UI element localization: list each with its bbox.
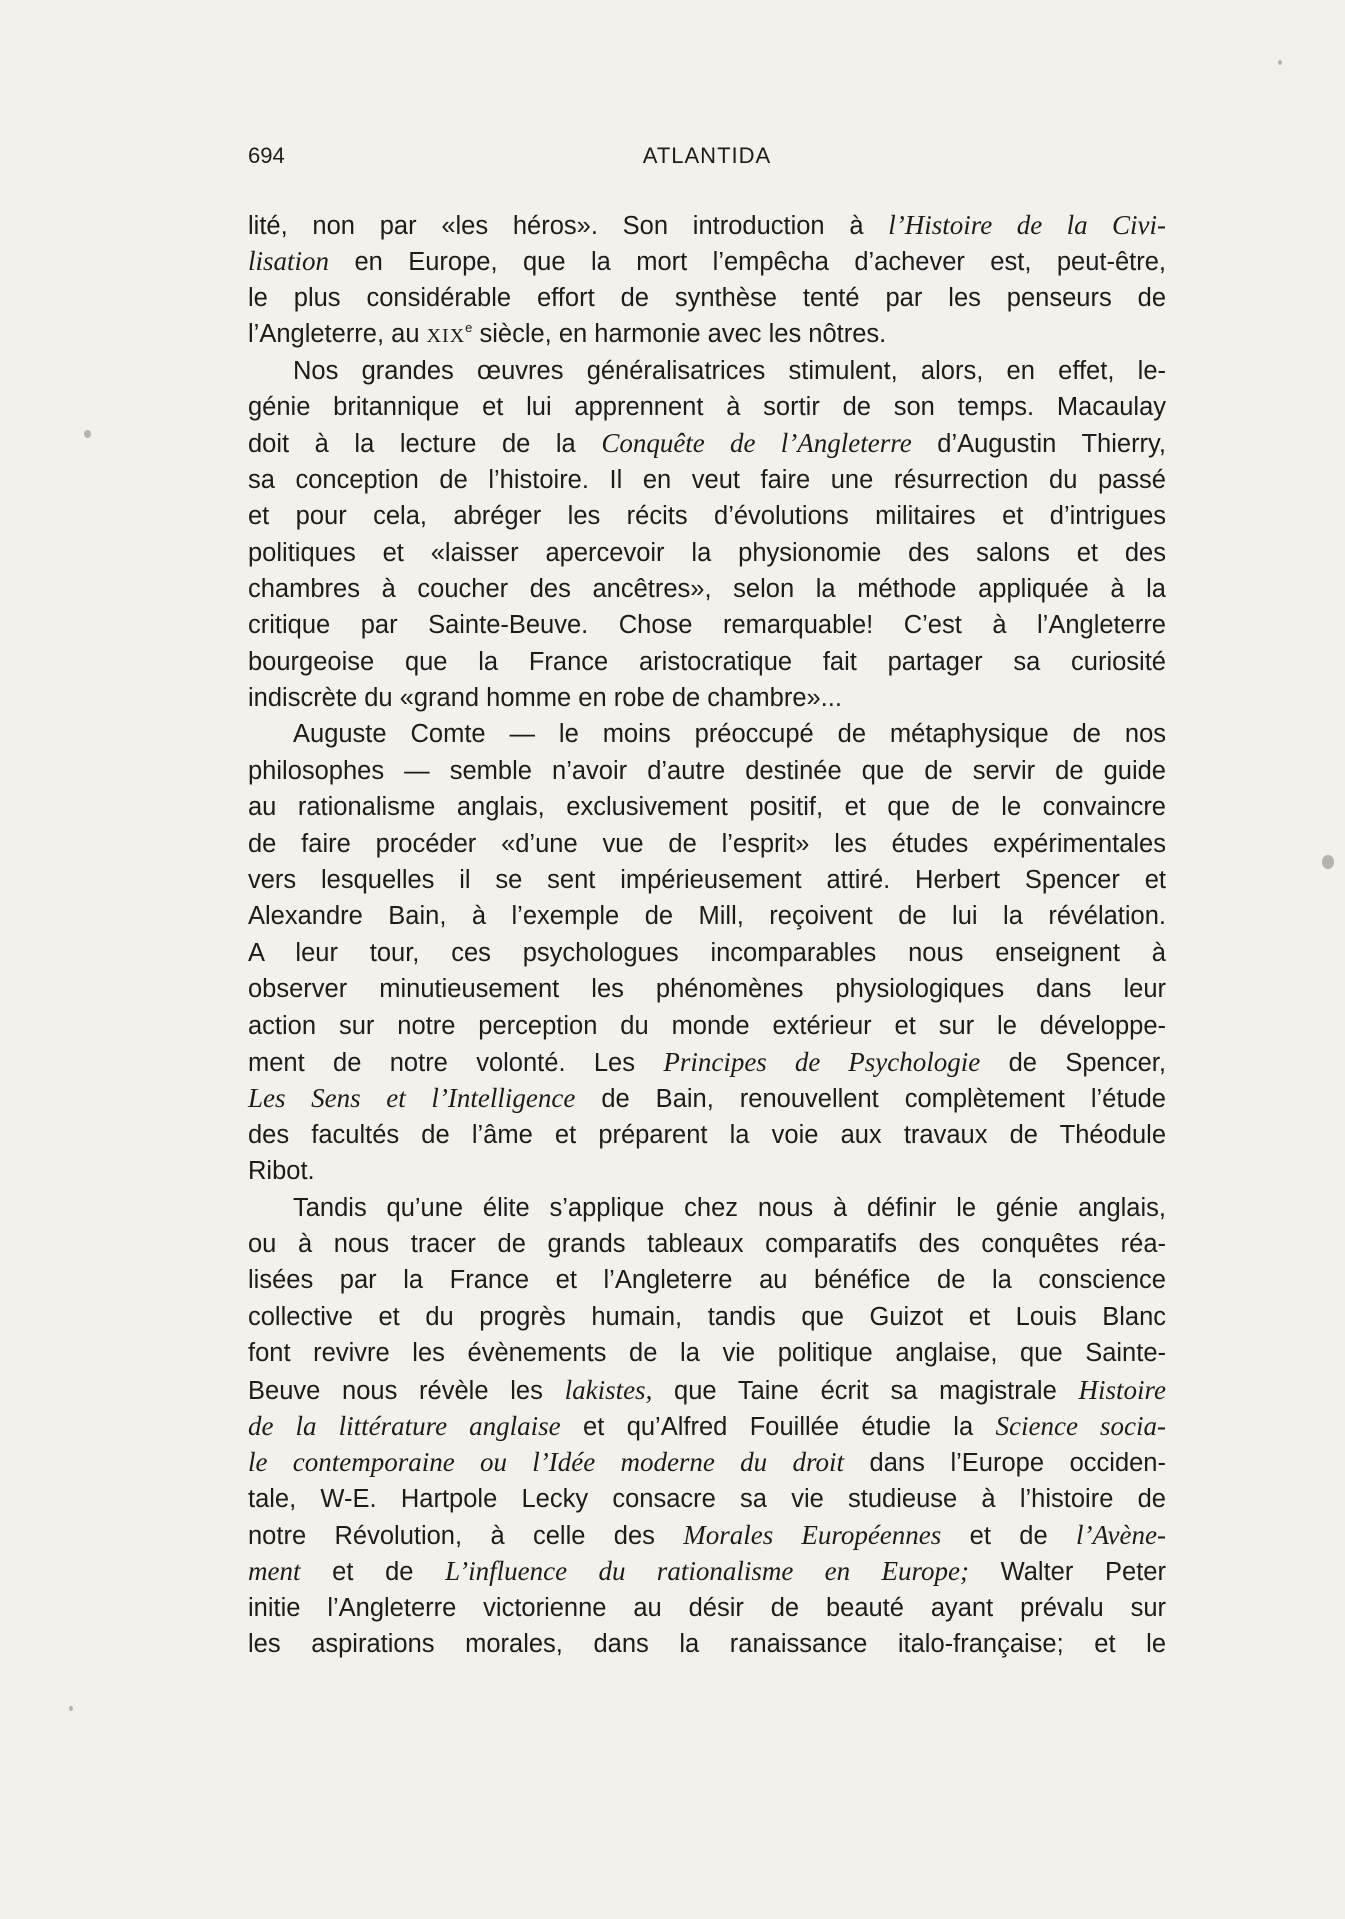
italic-title: ment bbox=[248, 1556, 301, 1587]
text-line bbox=[248, 425, 1166, 461]
text-segment: indiscrète du «grand homme en robe de chambre»... bbox=[248, 684, 842, 713]
text-line bbox=[248, 607, 1166, 643]
text-segment: et de bbox=[941, 1522, 1077, 1551]
text-segment: tale, W-E. Hartpole Lecky consacre sa vie studieuse à l’histoire de bbox=[248, 1484, 1166, 1513]
text-line bbox=[248, 1626, 1166, 1662]
text-segment: doit à la lecture de la bbox=[248, 430, 602, 459]
text-line bbox=[248, 1190, 1166, 1226]
text-line bbox=[248, 571, 1166, 607]
running-head bbox=[248, 143, 1166, 177]
text-segment: Alexandre Bain, à l’exemple de Mill, reçoivent de lui la révélation. bbox=[248, 902, 1166, 931]
text-line bbox=[248, 716, 1166, 752]
italic-title: l’Histoire de la Civi- bbox=[888, 210, 1167, 240]
text-line bbox=[248, 1372, 1166, 1408]
text-line bbox=[248, 898, 1166, 934]
text-segment: chambres à coucher des ancêtres», selon la méthode appliquée à la bbox=[248, 574, 1166, 603]
text-line bbox=[248, 498, 1166, 534]
text-line bbox=[248, 935, 1166, 971]
text-line bbox=[248, 1299, 1166, 1335]
text-segment: ment de notre volonté. Les bbox=[248, 1048, 664, 1077]
text-segment: et qu’Alfred Fouillée étudie la bbox=[560, 1412, 996, 1441]
text-segment: vers lesquelles il se sent impérieusement attiré. Herbert Spencer et bbox=[248, 866, 1166, 895]
italic-title: Science socia- bbox=[995, 1410, 1167, 1441]
text-segment: d’Augustin Thierry, bbox=[911, 430, 1166, 459]
italic-title: L’influence du rationalisme en Europe; bbox=[445, 1556, 969, 1587]
text-segment: XIX bbox=[426, 325, 466, 348]
text-line bbox=[248, 462, 1166, 498]
text-segment: les aspirations morales, dans la ranaissance italo-française; et le bbox=[248, 1630, 1166, 1659]
text-line bbox=[248, 243, 1166, 279]
text-segment: observer minutieusement les phénomènes physiologiques dans leur bbox=[248, 975, 1166, 1004]
text-segment: politiques et «laisser apercevoir la physionomie des salons et des bbox=[248, 538, 1166, 567]
italic-title: lisation bbox=[248, 246, 330, 277]
text-line bbox=[248, 789, 1166, 825]
text-segment: dans l’Europe occiden- bbox=[843, 1449, 1166, 1478]
text-line bbox=[248, 316, 1166, 352]
text-segment: le plus considérable effort de synthèse tenté par les penseurs de bbox=[248, 283, 1166, 312]
text-segment: sa conception de l’histoire. Il en veut faire une résurrection du passé bbox=[248, 465, 1166, 494]
text-segment: génie britannique et lui apprennent à sortir de son temps. Macaulay bbox=[248, 392, 1166, 421]
text-line bbox=[248, 389, 1166, 425]
text-line bbox=[248, 753, 1166, 789]
text-line bbox=[248, 207, 1166, 243]
text-segment: e bbox=[465, 320, 473, 336]
text-line bbox=[248, 535, 1166, 571]
text-line bbox=[248, 644, 1166, 680]
text-segment: font revivre les évènements de la vie politique anglaise, que Sainte- bbox=[248, 1339, 1166, 1368]
text-segment: Beuve nous révèle les bbox=[248, 1376, 565, 1405]
text-segment: bourgeoise que la France aristocratique fait partager sa curiosité bbox=[248, 647, 1166, 676]
italic-title: de la littérature anglaise bbox=[248, 1410, 561, 1441]
text-line bbox=[248, 680, 1166, 716]
text-line bbox=[248, 1335, 1166, 1371]
italic-title: Principes de Psychologie bbox=[663, 1046, 981, 1077]
text-segment: Nos grandes œuvres généralisatrices stimulent, alors, en effet, le- bbox=[293, 356, 1166, 385]
text-segment: Walter Peter bbox=[968, 1558, 1166, 1587]
text-line bbox=[248, 1481, 1166, 1517]
italic-title: Histoire bbox=[1078, 1374, 1166, 1405]
text-segment: siècle, en harmonie avec les nôtres. bbox=[472, 320, 887, 349]
text-segment: et pour cela, abréger les récits d’évolutions militaires et d’intrigues bbox=[248, 502, 1166, 531]
text-segment: A leur tour, ces psychologues incomparables nous enseignent à bbox=[248, 938, 1166, 967]
page-number: 694 bbox=[248, 143, 285, 168]
italic-title: Morales Européennes bbox=[683, 1520, 942, 1551]
text-line bbox=[248, 1226, 1166, 1262]
text-segment: initie l’Angleterre victorienne au désir de beauté ayant prévalu sur bbox=[248, 1593, 1166, 1622]
journal-title: ATLANTIDA bbox=[642, 143, 772, 168]
text-segment: au rationalisme anglais, exclusivement positif, et que de le convaincre bbox=[248, 793, 1166, 822]
text-line bbox=[248, 1153, 1166, 1189]
text-line bbox=[248, 280, 1166, 316]
text-segment: action sur notre perception du monde extérieur et sur le développe- bbox=[248, 1011, 1166, 1040]
text-line bbox=[248, 1408, 1166, 1444]
text-segment: que Taine écrit sa magistrale bbox=[652, 1376, 1079, 1405]
text-segment: de Spencer, bbox=[980, 1048, 1166, 1077]
body-text bbox=[248, 207, 1166, 1663]
text-segment: et de bbox=[300, 1558, 446, 1587]
text-line bbox=[248, 1262, 1166, 1298]
text-line bbox=[248, 1553, 1166, 1589]
text-segment: lité, non par «les héros». Son introduction à bbox=[248, 212, 889, 240]
text-segment: en Europe, que la mort l’empêcha d’achever est, peut-être, bbox=[329, 248, 1166, 277]
paper-speck bbox=[1322, 855, 1334, 869]
text-line bbox=[248, 1117, 1166, 1153]
italic-title: le contemporaine ou l’Idée moderne du droit bbox=[248, 1447, 844, 1478]
text-line bbox=[248, 826, 1166, 862]
text-segment: l’Angleterre, au bbox=[248, 320, 427, 349]
text-line bbox=[248, 1044, 1166, 1080]
italic-title: Les Sens et l’Intelligence bbox=[248, 1083, 576, 1114]
italic-title: l’Avène- bbox=[1076, 1520, 1166, 1551]
text-segment: philosophes — semble n’avoir d’autre destinée que de servir de guide bbox=[248, 756, 1166, 785]
paper-speck bbox=[84, 430, 91, 438]
text-segment: notre Révolution, à celle des bbox=[248, 1522, 684, 1551]
text-segment: critique par Sainte-Beuve. Chose remarquable! C’est à l’Angleterre bbox=[248, 611, 1166, 640]
text-segment: Tandis qu’une élite s’applique chez nous à définir le génie anglais, bbox=[293, 1193, 1166, 1222]
text-segment: des facultés de l’âme et préparent la voie aux travaux de Théodule bbox=[248, 1120, 1166, 1149]
paper-speck bbox=[1278, 60, 1282, 65]
text-segment: de faire procéder «d’une vue de l’esprit» les études expérimentales bbox=[248, 829, 1166, 858]
text-line bbox=[248, 1080, 1166, 1116]
paper-speck bbox=[69, 1706, 73, 1711]
text-line bbox=[248, 1517, 1166, 1553]
text-line bbox=[248, 1590, 1166, 1626]
text-line bbox=[248, 353, 1166, 389]
text-line bbox=[248, 862, 1166, 898]
text-segment: lisées par la France et l’Angleterre au bénéfice de la conscience bbox=[248, 1266, 1166, 1295]
text-segment: de Bain, renouvellent complètement l’étude bbox=[575, 1085, 1166, 1114]
text-segment: ou à nous tracer de grands tableaux comparatifs des conquêtes réa- bbox=[248, 1229, 1166, 1258]
italic-title: Conquête de l’Angleterre bbox=[601, 428, 912, 459]
text-segment: Ribot. bbox=[248, 1157, 315, 1186]
text-line bbox=[248, 971, 1166, 1007]
text-segment: collective et du progrès humain, tandis que Guizot et Louis Blanc bbox=[248, 1302, 1166, 1331]
text-segment: Auguste Comte — le moins préoccupé de métaphysique de nos bbox=[293, 720, 1166, 749]
text-line bbox=[248, 1444, 1166, 1480]
text-line bbox=[248, 1008, 1166, 1044]
italic-title: lakistes, bbox=[564, 1374, 653, 1405]
